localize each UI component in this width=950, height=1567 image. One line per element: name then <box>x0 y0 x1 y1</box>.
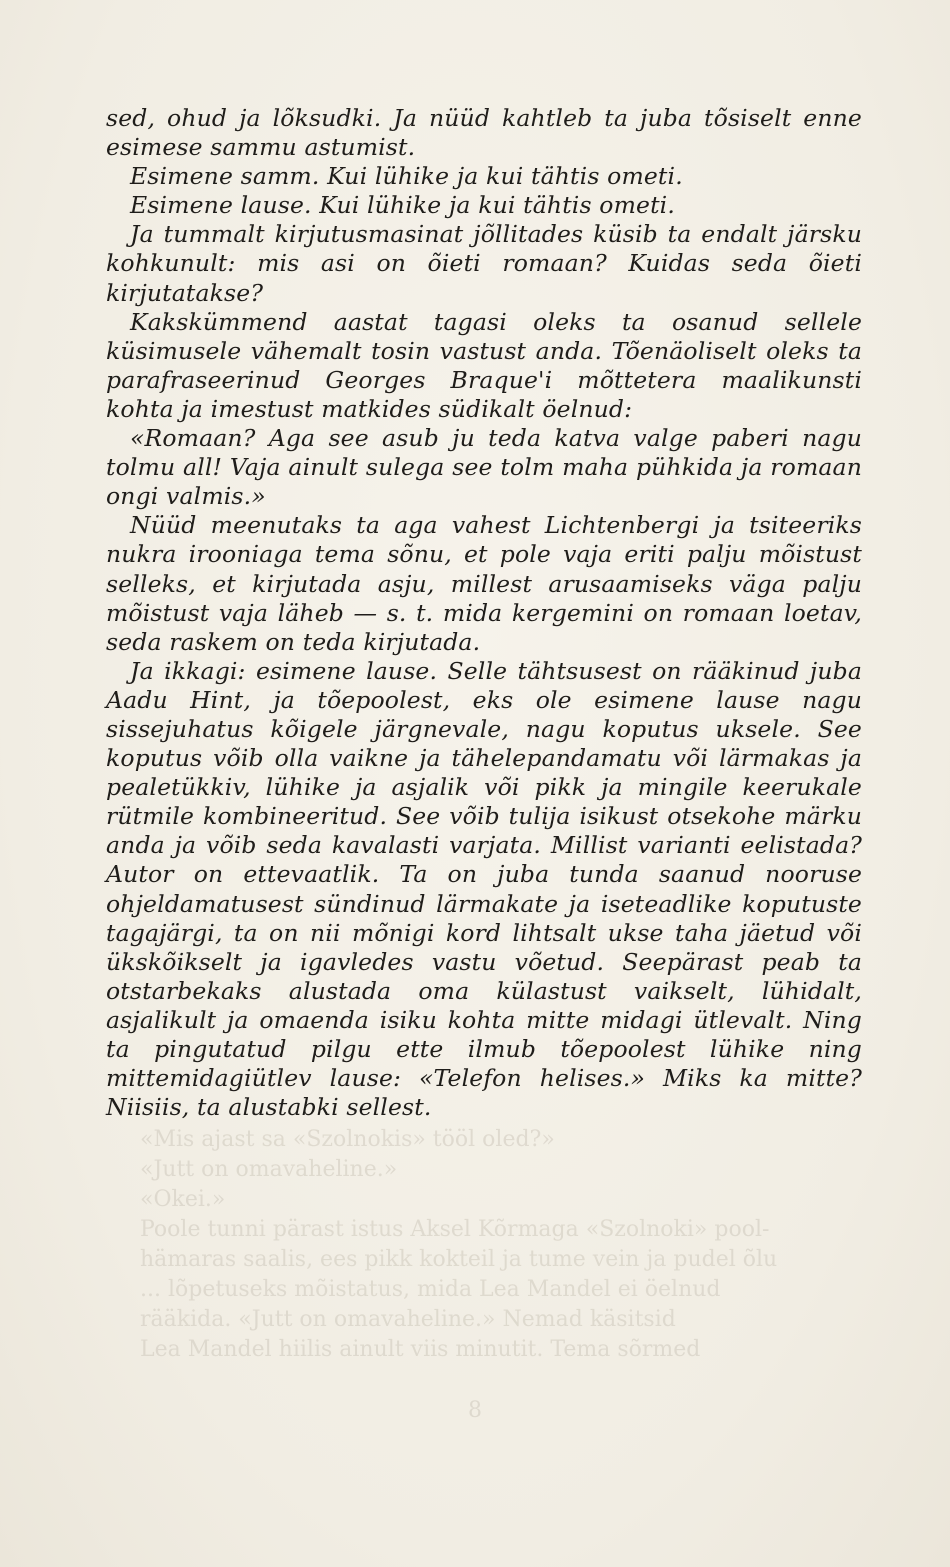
paragraph: Ja ikkagi: esimene lause. Selle tähtsusest on rääkinud juba Aadu Hint, ja tõepoolest, eks ole esimene lause nagu sissejuhatus kõigele järgnevale, nagu koputus uksele. See koputus võib olla vaikne ja tähelepandamatu või lärmakas ja pealetükkiv, lühike ja asjalik või pikk ja mingile keerukale rütmile kombineeritud. See võib tulija isikust otsekohe märku anda ja võib seda kavalasti varjata. Millist varianti eelistada? Autor on ettevaatlik. Ta on juba tunda saanud nooruse ohjeldamatusest sündinud lärmakate ja iseteadlike koputuste tagajärgi, ta on nii mõnigi kord lihtsalt ukse taha jäetud või ükskõikselt ja igavledes vastu võetud. Seepärast peab ta otstarbekaks alustada oma külastust vaikselt, lühidalt, asjalikult ja omaenda isiku kohta mitte midagi ütlevalt. Ning ta pingutatud pilgu ette ilmub tõepoolest lühike ning mittemidagiütlev lause: «Telefon helises.» Miks ka mitte? Niisiis, ta alustabki sellest. <box>106 656 862 1122</box>
body-text <box>106 104 862 1122</box>
paragraph: «Romaan? Aga see asub ju teda katva valge paberi nagu tolmu all! Vaja ainult sulega see tolm maha pühkida ja romaan ongi valmis.» <box>106 424 862 511</box>
paragraph: Kakskümmend aastat tagasi oleks ta osanud sellele küsimusele vähemalt tosin vastust anda. Tõenäoliselt oleks ta parafraseerinud Georges Braque'i mõttetera maalikunsti kohta ja imestust matkides südikalt öelnud: <box>106 307 862 423</box>
paragraph: Esimene samm. Kui lühike ja kui tähtis ometi. <box>130 162 683 191</box>
show-through-page-number: 8 <box>468 1398 482 1423</box>
paragraph: sed, ohud ja lõksudki. Ja nüüd kahtleb ta juba tõsiselt enne esimese sammu astumist. <box>106 104 862 162</box>
show-through-text: «Mis ajast sa «Szolnokis» tööl oled?» «Jutt on omavaheline.» «Okei.» Poole tunni pärast istus Aksel Kõrmaga «Szolnoki» pool- hämaras saalis, ees pikk kokteil ja tume vein ja pudel õlu ... lõpetuseks mõistatus, mida Lea Mandel ei öelnud rääkida. «Jutt on omavaheline.» Nemad käsitsid Lea Mandel hiilis ainult viis minutit. Tema sõrmed <box>140 1127 778 1362</box>
paragraph: Esimene lause. Kui lühike ja kui tähtis ometi. <box>130 191 675 220</box>
paragraph: Ja tummalt kirjutusmasinat jõllitades küsib ta endalt järsku kohkunult: mis asi on õieti romaan? Kuidas seda õieti kirjutatakse? <box>106 220 862 307</box>
paragraph: Nüüd meenutaks ta aga vahest Lichtenbergi ja tsiteeriks nukra irooniaga tema sõnu, et pole vaja eriti palju mõistust selleks, et kirjutada asju, millest arusaamiseks väga palju mõistust vaja läheb — s. t. mida kergemini on romaan loetav, seda raskem on teda kirjutada. <box>106 511 862 656</box>
